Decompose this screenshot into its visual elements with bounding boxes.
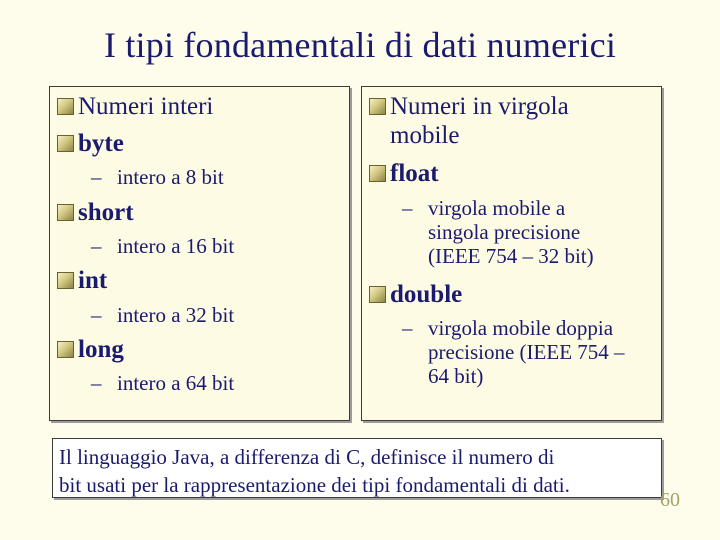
- item-label: double: [390, 281, 463, 308]
- java-note-box: Il linguaggio Java, a differenza di C, definisce il numero di bit usati per la rappresentazione dei tipi fondamentali di dati.: [52, 438, 662, 498]
- desc-double: [402, 316, 625, 388]
- desc-long: [91, 371, 234, 395]
- item-label: int: [78, 267, 108, 294]
- square-bullet-icon: [57, 98, 74, 115]
- desc-int: [91, 303, 234, 327]
- item-label: long: [78, 336, 124, 363]
- square-bullet-icon: [369, 98, 386, 115]
- item-desc: virgola mobile doppia precisione (IEEE 754 – 64 bit): [428, 316, 625, 388]
- dash-marker: –: [402, 196, 413, 220]
- item-label: Numeri interi: [78, 93, 214, 120]
- item-desc: intero a 16 bit: [117, 234, 235, 258]
- square-bullet-icon: [57, 341, 74, 358]
- bullet-item-double: [369, 280, 462, 309]
- square-bullet-icon: [57, 272, 74, 289]
- square-bullet-icon: [57, 135, 74, 152]
- item-label: byte: [78, 130, 124, 157]
- desc-short: [91, 234, 234, 258]
- page-number: 60: [660, 489, 680, 511]
- item-label: float: [390, 160, 439, 187]
- square-bullet-icon: [369, 165, 386, 182]
- item-label: short: [78, 199, 134, 226]
- item-desc: intero a 64 bit: [117, 371, 235, 395]
- dash-marker: –: [91, 234, 102, 258]
- bullet-item-float: [369, 159, 439, 188]
- bullet-item-numeri-virgola-mobile: [369, 92, 569, 150]
- desc-float: [402, 196, 594, 268]
- item-desc: intero a 32 bit: [117, 303, 235, 327]
- desc-byte: [91, 165, 224, 189]
- dash-marker: –: [91, 165, 102, 189]
- bullet-item-byte: [57, 129, 124, 158]
- dash-marker: –: [91, 303, 102, 327]
- item-desc: virgola mobile a singola precisione (IEEE 754 – 32 bit): [428, 196, 594, 268]
- square-bullet-icon: [57, 204, 74, 221]
- dash-marker: –: [402, 316, 413, 340]
- bullet-item-int: [57, 266, 107, 295]
- dash-marker: –: [91, 371, 102, 395]
- bullet-item-numeri-interi: [57, 92, 213, 121]
- square-bullet-icon: [369, 286, 386, 303]
- item-desc: intero a 8 bit: [117, 165, 224, 189]
- bullet-item-short: [57, 198, 134, 227]
- item-label: Numeri in virgola mobile: [390, 93, 569, 149]
- slide-title: I tipi fondamentali di dati numerici: [103, 25, 617, 65]
- bullet-item-long: [57, 335, 124, 364]
